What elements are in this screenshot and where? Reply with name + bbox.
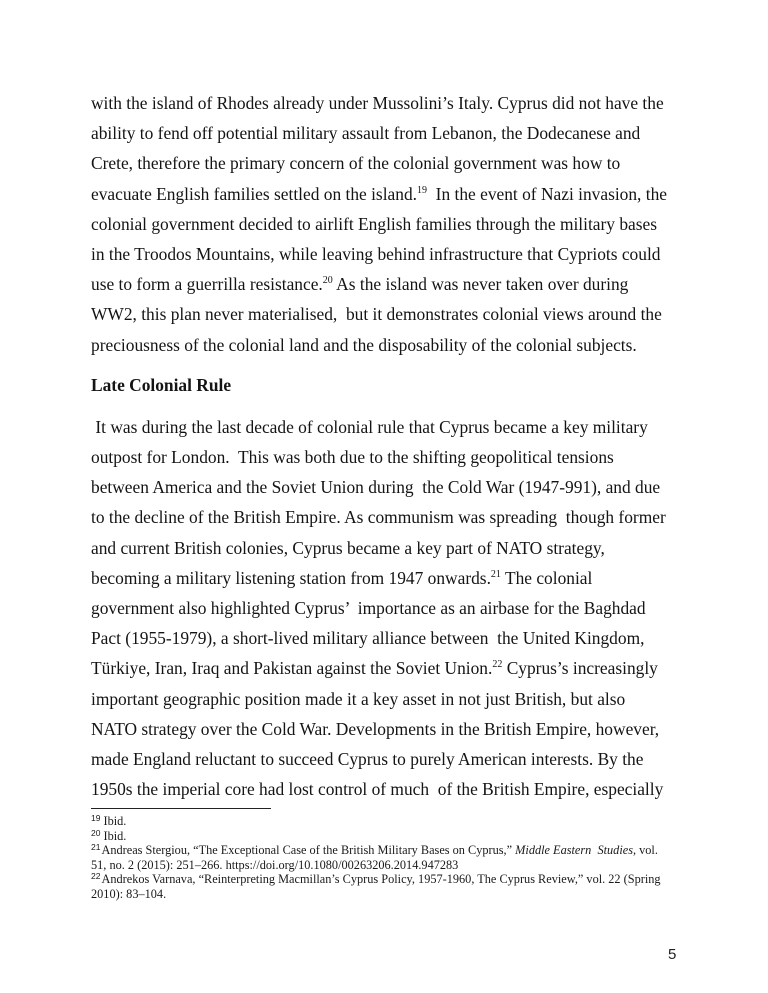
footnote-number: 20 xyxy=(91,827,101,838)
body-text xyxy=(91,88,691,804)
footnote-ref-19[interactable]: 19 xyxy=(416,184,427,196)
journal-title: Middle Eastern Studies, xyxy=(515,843,637,858)
paragraph-line xyxy=(91,653,691,683)
paragraph-line xyxy=(91,563,691,593)
footnote-separator xyxy=(91,808,271,809)
paragraph-line: made England reluctant to succeed Cyprus to purely American interests. By the xyxy=(91,748,644,769)
footnote-19 xyxy=(91,814,691,829)
footnote-22-continuation: 2010): 83–104. xyxy=(91,886,167,901)
line-text: As the island was never taken over during xyxy=(332,274,629,295)
footnote-text: Andreas Stergiou, “The Exceptional Case of the British Military Bases on Cyprus,” xyxy=(101,843,516,858)
paragraph-line: ability to fend off potential military assault from Lebanon, the Dodecanese and xyxy=(91,123,641,144)
paragraph-line: preciousness of the colonial land and the disposability of the colonial subjects. xyxy=(91,334,637,355)
line-text: becoming a military listening station from 1947 onwards. xyxy=(91,567,491,588)
footnote-21-continuation[interactable]: 51, no. 2 (2015): 251–266. https://doi.org/10.1080/00263206.2014.947283 xyxy=(91,857,459,872)
paragraph-line: outpost for London. This was both due to the shifting geopolitical tensions xyxy=(91,447,614,468)
footnotes xyxy=(91,814,691,902)
line-text: The colonial xyxy=(500,567,593,588)
footnote-text: vol. xyxy=(636,843,658,858)
line-text: use to form a guerrilla resistance. xyxy=(91,274,323,295)
paragraph-line xyxy=(91,269,691,299)
footnote-number: 19 xyxy=(91,813,101,823)
paragraph-line: government also highlighted Cyprus’ importance as an airbase for the Baghdad xyxy=(91,598,646,618)
paragraph-line: to the decline of the British Empire. As communism was spreading though former xyxy=(91,507,666,528)
footnote-text: Ibid. xyxy=(103,814,127,828)
paragraph-line: Crete, therefore the primary concern of the colonial government was how to xyxy=(91,153,621,174)
line-text: evacuate English families settled on the island. xyxy=(91,183,417,204)
paragraph-line: important geographic position made it a key asset in not just British, but also xyxy=(91,688,626,709)
paragraph-line: and current British colonies, Cyprus became a key part of NATO strategy, xyxy=(91,537,605,558)
footnote-22 xyxy=(91,872,691,887)
footnote-ref-21[interactable]: 21 xyxy=(490,568,501,580)
section-heading: Late Colonial Rule xyxy=(91,374,232,395)
line-text: Cyprus’s increasingly xyxy=(502,658,658,679)
paragraph-line: with the island of Rhodes already under Mussolini’s Italy. Cyprus did not have the xyxy=(91,93,664,113)
paragraph-line: It was during the last decade of colonial rule that Cyprus became a key military xyxy=(91,416,648,437)
paragraph-line: WW2, this plan never materialised, but it demonstrates colonial views around the xyxy=(91,304,662,325)
paragraph-line: colonial government decided to airlift English families through the military bases xyxy=(91,213,658,234)
line-text: Türkiye, Iran, Iraq and Pakistan against the Soviet Union. xyxy=(91,658,493,679)
paragraph-line: in the Troodos Mountains, while leaving behind infrastructure that Cypriots could xyxy=(91,243,661,264)
line-text: In the event of Nazi invasion, the xyxy=(426,183,667,204)
footnote-20 xyxy=(91,829,691,844)
footnote-21 xyxy=(91,843,691,858)
paragraph-line: between America and the Soviet Union during the Cold War (1947-991), and due xyxy=(91,477,661,498)
footnote-ref-22[interactable]: 22 xyxy=(492,659,503,671)
footnote-ref-20[interactable]: 20 xyxy=(322,275,333,287)
footnote-text: Ibid. xyxy=(103,828,127,843)
paragraph-line: 1950s the imperial core had lost control of much of the British Empire, especially xyxy=(91,779,664,800)
footnote-number: 22 xyxy=(91,871,101,882)
paragraph-line xyxy=(91,179,691,209)
footnote-text: Andrekos Varnava, “Reinterpreting Macmillan’s Cyprus Policy, 1957-1960, The Cyprus Review,” vol. 22 (Spring xyxy=(101,872,661,887)
paragraph-line: Pact (1955-1979), a short-lived military alliance between the United Kingdom, xyxy=(91,628,645,649)
paragraph-line: NATO strategy over the Cold War. Developments in the British Empire, however, xyxy=(91,718,660,739)
page-number: 5 xyxy=(668,946,677,963)
footnote-number: 21 xyxy=(91,842,101,853)
